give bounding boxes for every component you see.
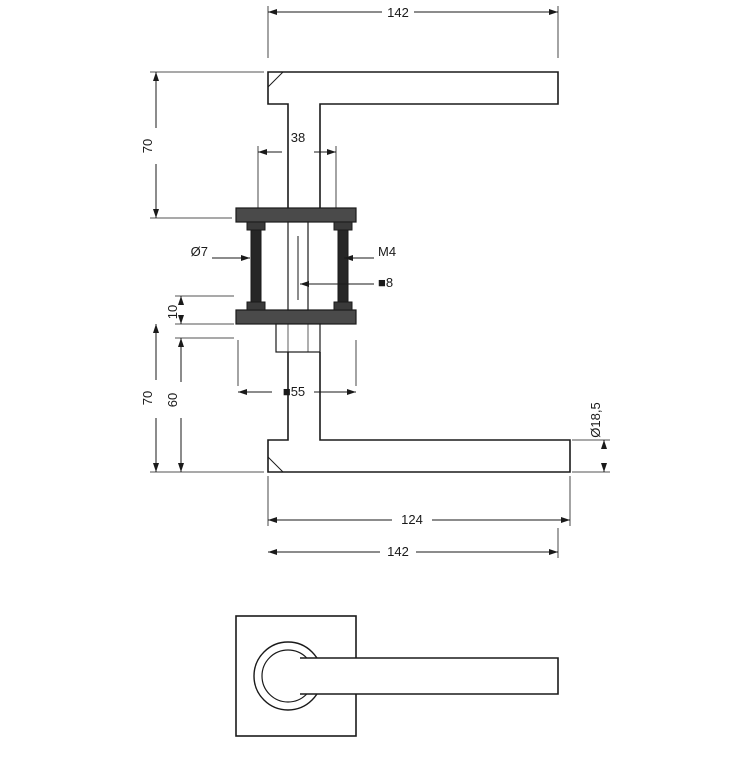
dim-bolt-dia: [191, 244, 250, 261]
dim-bottom-overall: [268, 528, 558, 559]
dim-rose-size-label: ■55: [282, 384, 306, 399]
plan-view: [236, 616, 558, 736]
dim-handle-dia-label: Ø18,5: [588, 402, 603, 438]
dim-lower-height-inner: [165, 338, 234, 472]
dim-thread: [344, 244, 396, 261]
dim-rose-thickness: [165, 296, 234, 324]
lower-lever: [268, 352, 570, 472]
dim-rose-width: [258, 130, 336, 216]
dim-top-overall: [268, 5, 558, 58]
dim-lever-length: [268, 476, 570, 527]
dim-top-overall-label: 142: [387, 5, 409, 20]
central-assembly: [236, 208, 356, 352]
dim-spindle-label: ■8: [378, 275, 394, 290]
upper-lever: [268, 72, 558, 218]
dim-lower-height-inner-label: 60: [165, 392, 180, 408]
dim-upper-height: [140, 72, 264, 218]
dim-lower-height-outer-label: 70: [140, 390, 155, 406]
dim-rose-width-label: 38: [290, 130, 306, 145]
dim-upper-height-label: 70: [140, 138, 155, 154]
dim-bolt-dia-label: Ø7: [190, 244, 208, 259]
dim-bottom-overall-label: 142: [387, 544, 409, 559]
dim-lower-height-outer: [140, 324, 264, 472]
dim-lever-length-label: 124: [401, 512, 423, 527]
dim-thread-label: M4: [378, 244, 397, 259]
dim-rose-thickness-label: 10: [165, 304, 180, 320]
dim-handle-dia: [572, 402, 610, 472]
